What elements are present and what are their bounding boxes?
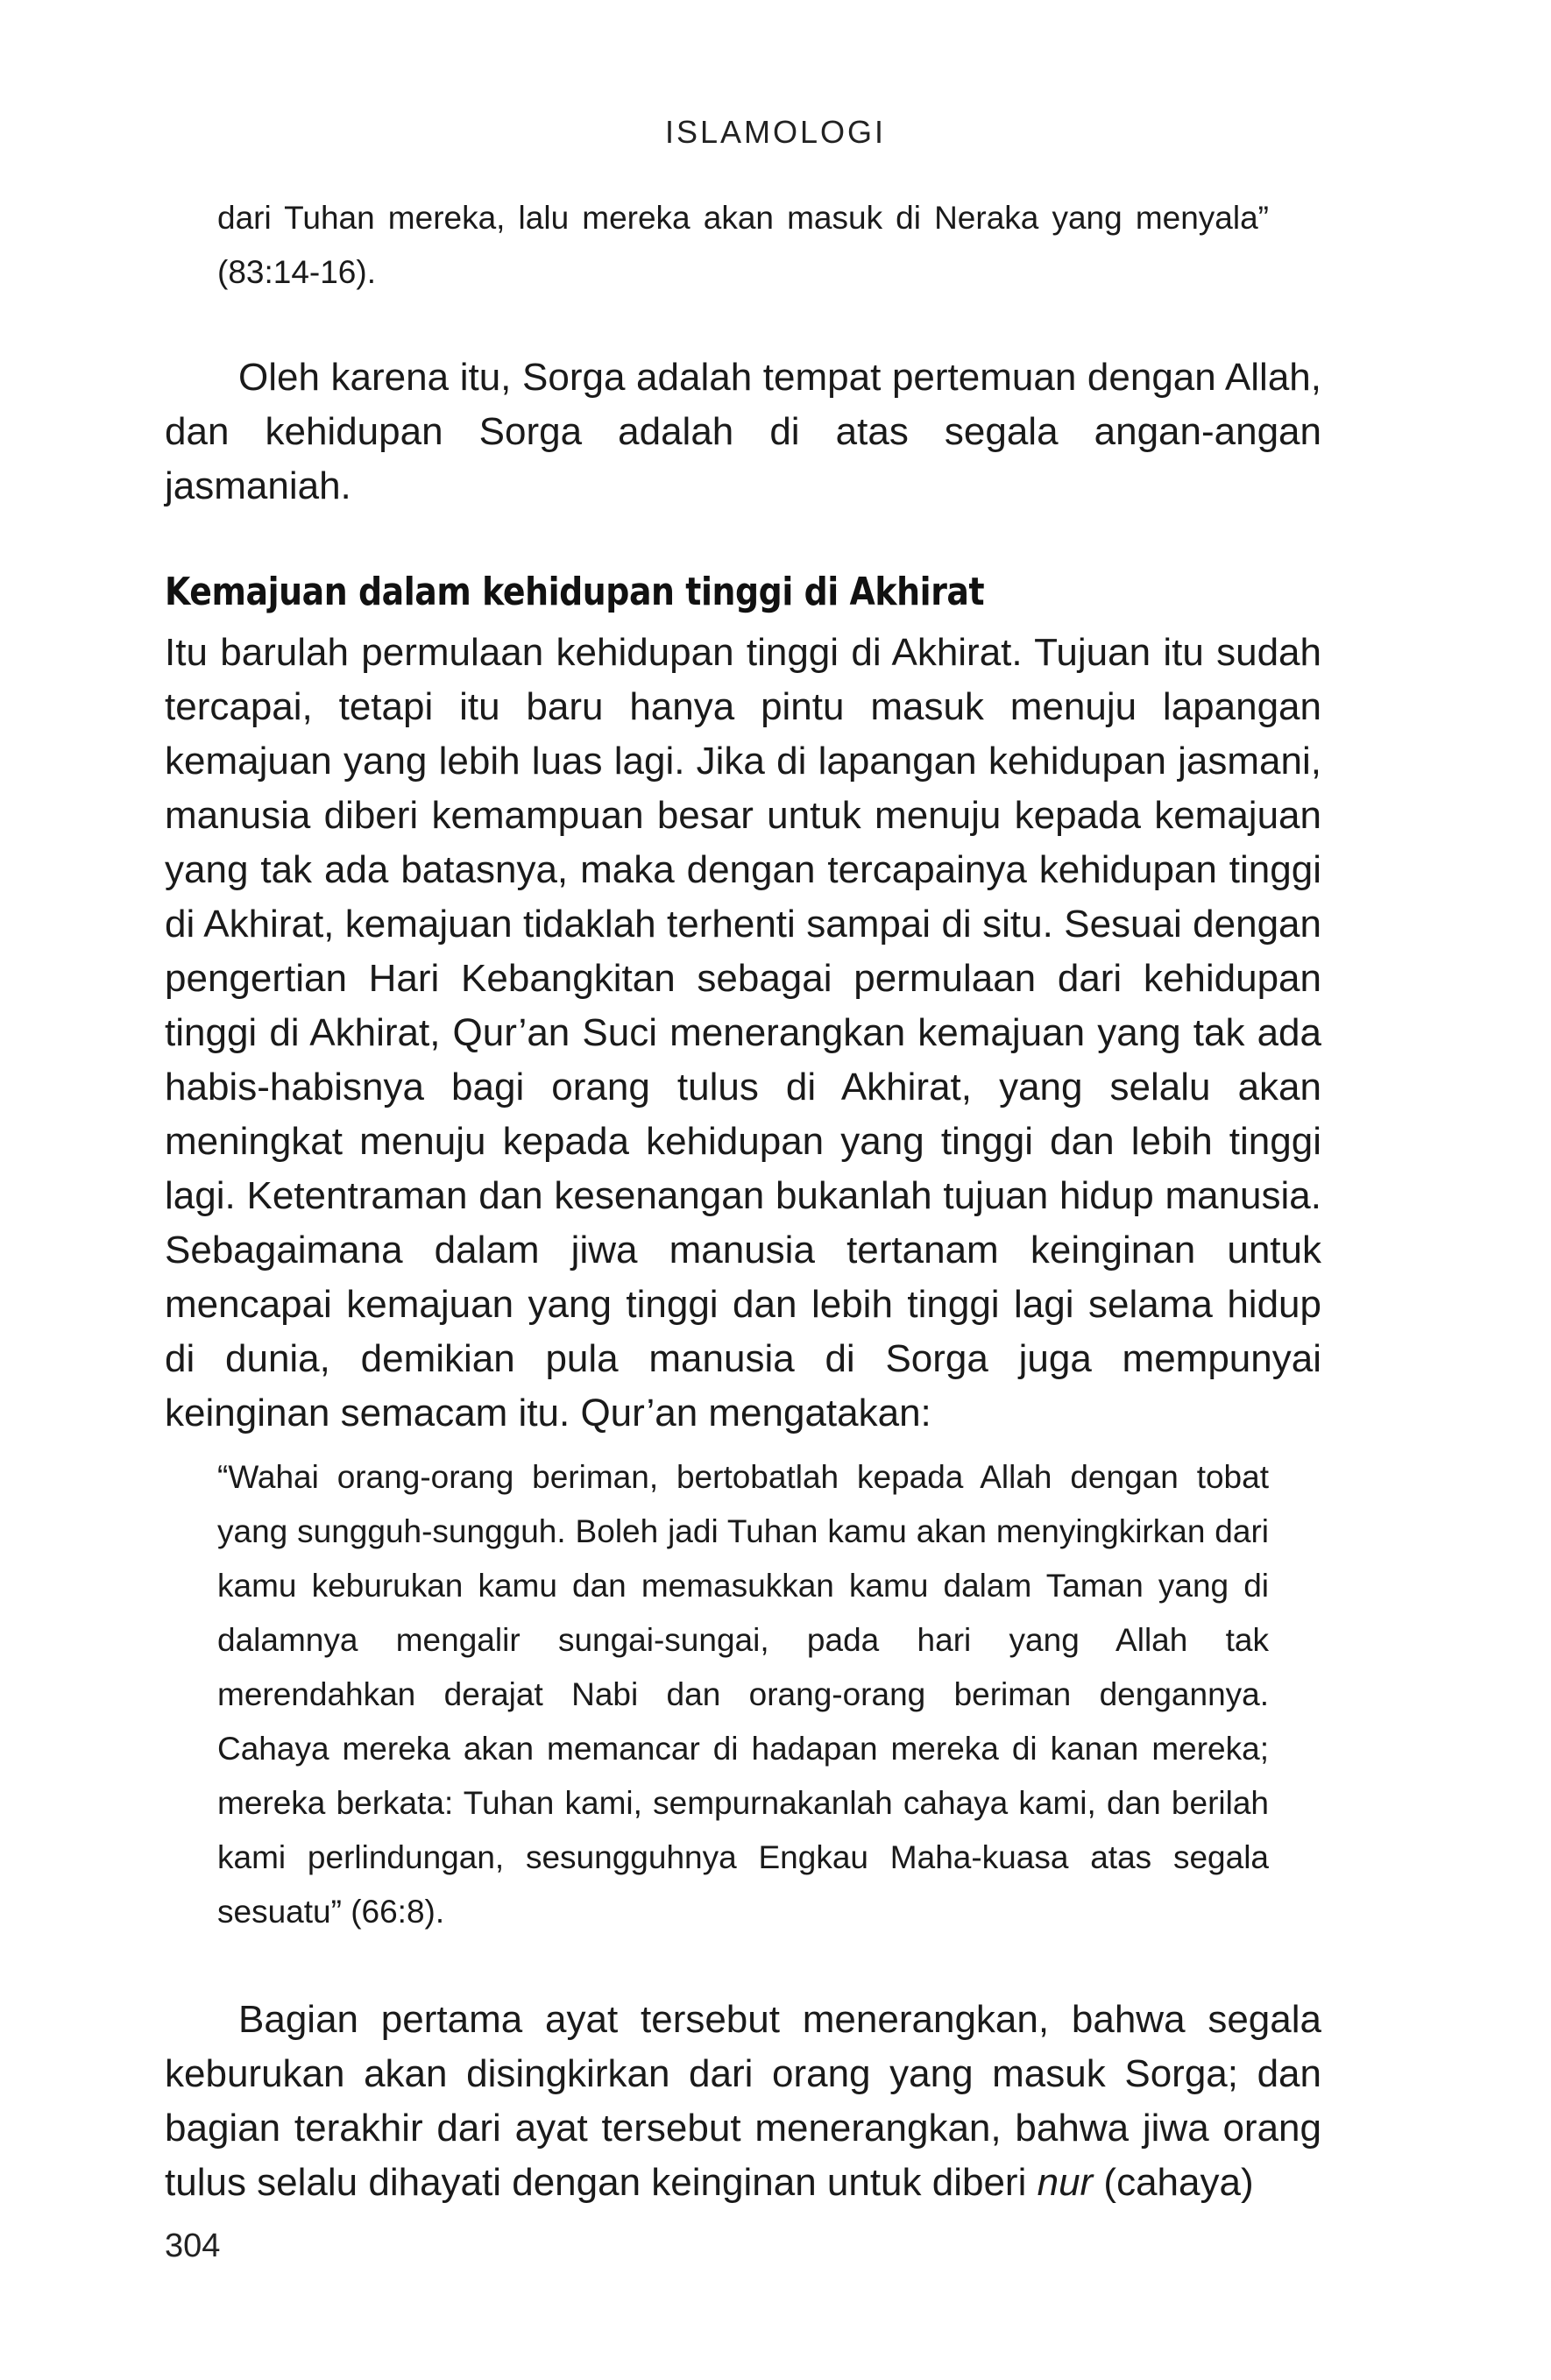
body-paragraph-2: Itu barulah permulaan kehidupan tinggi di Akhirat. Tujuan itu sudah tercapai, tetapi itu baru hanya pintu masuk menuju lapangan kemajuan yang lebih luas lagi. Jika di lapangan kehidupan jasmani, manusia diberi kemampuan besar untuk menuju kepada kemajuan yang tak ada batasnya, maka dengan tercapainya kehidupan tinggi di Akhirat, kemajuan tidaklah terhenti sampai di situ. Sesuai dengan pengertian Hari Kebangkitan sebagai permulaan dari kehidupan tinggi di Akhirat, Qur’an Suci menerangkan kemajuan yang tak ada habis-habisnya bagi orang tulus di Akhirat, yang selalu akan meningkat menuju kepada kehidupan yang tinggi dan lebih tinggi lagi. Ketentraman dan kesenangan bukanlah tujuan hidup manusia. Sebagaimana dalam jiwa manusia tertanam keinginan untuk mencapai kemajuan yang tinggi dan lebih tinggi lagi selama hidup di dunia, demikian pula manusia di Sorga juga mempunyai keinginan semacam itu. Qur’an mengatakan: [165,631,1321,1434]
body-paragraph-3 [165,1993,1321,2210]
paragraph-3-text-after: (cahaya) [1093,2161,1254,2204]
block-quote: “Wahai orang-orang beriman, bertobatlah kepada Allah dengan tobat yang sungguh-sungguh. Boleh jadi Tuhan kamu akan menyingkirkan dari kamu keburukan kamu dan memasukkan kamu dalam Taman yang di dalamnya mengalir sungai-sungai, pada hari yang Allah tak merendahkan derajat Nabi dan orang-orang beriman dengannya. Cahaya mereka akan memancar di hadapan mereka di kanan mereka; mereka berkata: Tuhan kami, sempurnakanlah cahaya kami, dan berilah kami perlindungan, sesungguhnya Engkau Maha-kuasa atas segala sesuatu” (66:8). [217,1459,1269,1930]
italic-term: nur [1037,2161,1094,2204]
section-heading: Kemajuan dalam kehidupan tinggi di Akhirat [165,570,985,614]
running-header: ISLAMOLOGI [664,114,887,150]
page-number: 304 [165,2228,221,2264]
body-paragraph-1: Oleh karena itu, Sorga adalah tempat pertemuan dengan Allah, dan kehidupan Sorga adalah di atas segala angan-angan jasmaniah. [165,356,1321,507]
paragraph-3-text-before: Bagian pertama ayat tersebut menerangkan, bahwa segala keburukan akan disingkirkan dari orang yang masuk Sorga; dan bagian terakhir dari ayat tersebut menerangkan, bahwa jiwa orang tulus selalu dihayati dengan keinginan untuk diberi [165,1998,1321,2204]
quote-continuation: dari Tuhan mereka, lalu mereka akan masuk di Neraka yang menyala” (83:14-16). [217,200,1269,290]
